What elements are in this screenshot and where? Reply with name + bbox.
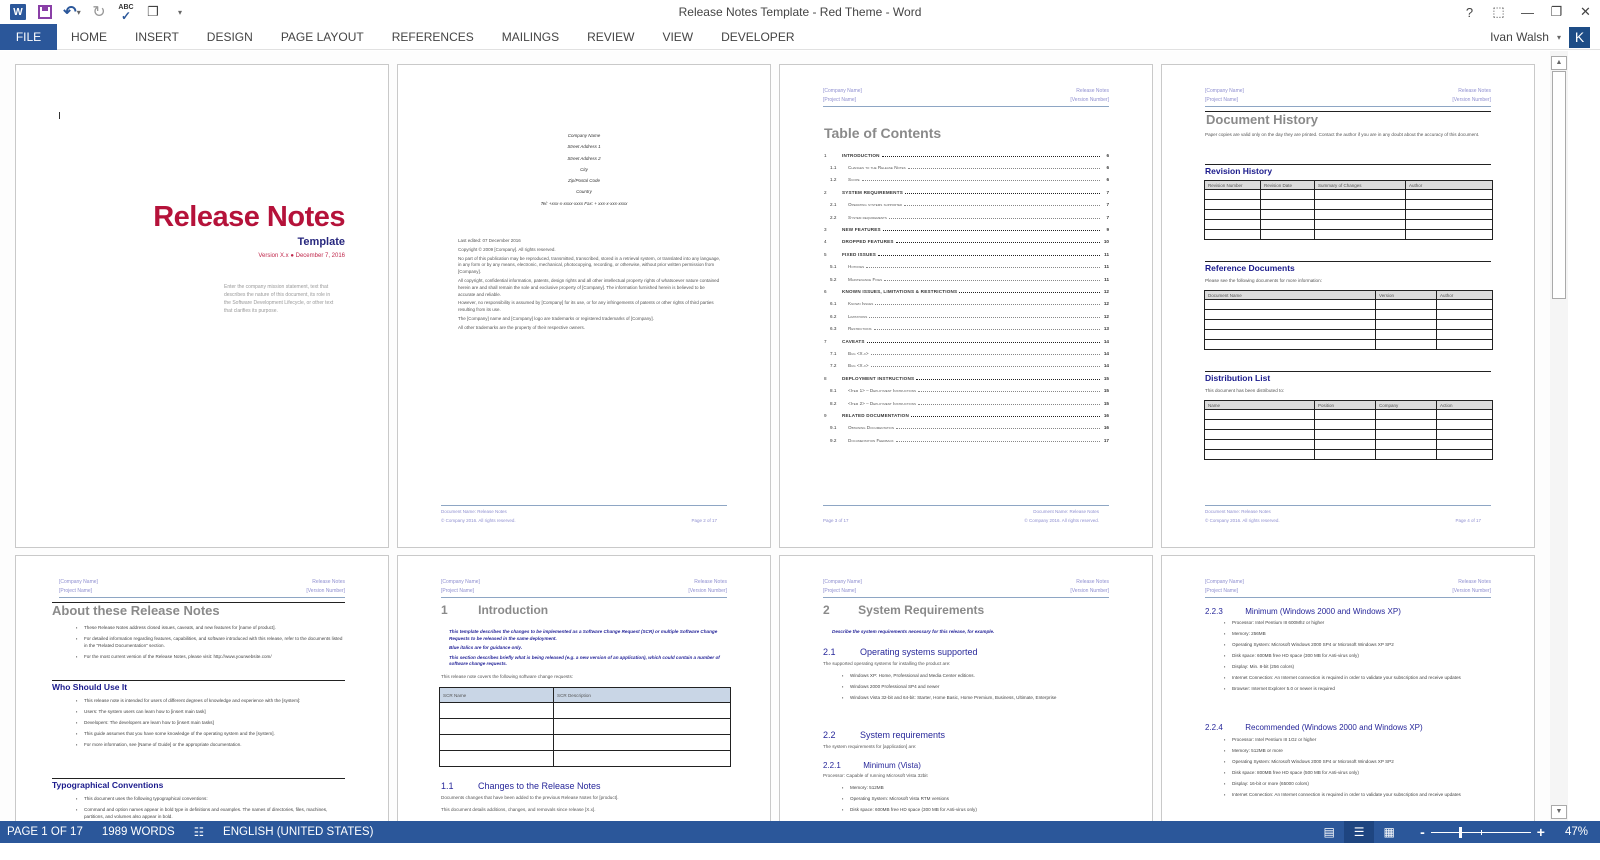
- toc-entry[interactable]: 6.3 Restrictions 13: [830, 326, 1109, 332]
- toc-title: Table of Contents: [824, 125, 942, 141]
- tab-design[interactable]: DESIGN: [206, 29, 253, 44]
- spelling-icon[interactable]: ABC ✓: [118, 3, 134, 23]
- toc-entry[interactable]: 8.2 <Item 2> – Deployment Instructions 15: [830, 400, 1109, 406]
- changes-heading: 1.1 Changes to the Release Notes: [441, 781, 601, 791]
- scrollbar-thumb[interactable]: [1552, 71, 1566, 299]
- divider: [1205, 261, 1491, 262]
- scr-table: SCR Name SCR Description: [439, 687, 731, 767]
- cover-title: Release Notes: [153, 201, 345, 233]
- tab-references[interactable]: REFERENCES: [391, 29, 474, 44]
- toc-entry[interactable]: 2 SYSTEM REQUIREMENTS 7: [824, 189, 1109, 195]
- reference-documents-intro: Please see the following documents for more information:: [1205, 278, 1322, 283]
- toc-entry[interactable]: 7.1 Bug <X.x> 14: [830, 350, 1109, 356]
- touch-mode-icon[interactable]: ❐: [147, 4, 159, 19]
- toc-entry[interactable]: 6 KNOWN ISSUES, LIMITATIONS & RESTRICTIONS 12: [824, 288, 1109, 294]
- toc-entry[interactable]: 3 NEW FEATURES 9: [824, 227, 1109, 233]
- divider: [1205, 164, 1491, 165]
- toc-entry[interactable]: 8.1 <Item 1> – Deployment Instructions 15: [830, 388, 1109, 394]
- vista-bullets: ▪ Memory: 512MB ▪ Operating System: Microsoft Vista RTM versions ▪ Disk space: 600MB free HD space (300 MB for Anti-virus only): [842, 784, 1109, 817]
- toc-entry[interactable]: 5.1 Hotfixes 11: [830, 264, 1109, 270]
- window-controls: [1455, 0, 1600, 24]
- toc-entry[interactable]: 1 INTRODUCTION 6: [824, 152, 1109, 158]
- legal-notice: Last edited: 07 December 2016 Copyright © 2009 [Company]. All rights reserved. No part of this publication may be reproduced, transmitted, transcribed, stored in a retrieval system, or translated into any language, in any form or by any means, electronic, mechanical, photocopying, recording, or otherwise, without prior written permission from [Company]. All copyright, confidential information, patents, design rights and all other intellectual property rights of whatsoever nature contained herein are and shall remain the sole and exclusive property of [Company]. The information furnished herein is believed to be accurate and reliable. However, no responsibility is assumed by [Company] for its use, or for any infringements of patents or other rights of third parties resulting from its use. The [Company] name and [Company] logo are trademarks or registered trademarks of [Company]. All other trademarks are the property of their respective owners.: [458, 238, 721, 330]
- document-history-title: Document History: [1206, 112, 1318, 127]
- page-header: [Company Name] [Project Name] Release Notes [Version Number]: [441, 578, 727, 598]
- tab-review[interactable]: REVIEW: [587, 29, 635, 44]
- tab-insert[interactable]: INSERT: [135, 29, 179, 44]
- page-legal[interactable]: [397, 64, 771, 548]
- language-indicator[interactable]: ENGLISH (UNITED STATES): [223, 826, 374, 838]
- toc-entry[interactable]: 7 CAVEATS 14: [824, 338, 1109, 344]
- page-cover[interactable]: [15, 64, 389, 548]
- revision-history-table: Revision Number Revision Date Summary of Changes Author: [1204, 180, 1493, 240]
- toc-entry[interactable]: 9.1 Obtaining Documentation 16: [830, 425, 1109, 431]
- restore-button[interactable]: ❐: [1550, 4, 1563, 19]
- text-cursor: [59, 112, 60, 119]
- user-account[interactable]: [1490, 24, 1590, 50]
- tab-mailings[interactable]: MAILINGS: [501, 29, 560, 44]
- page-document-history[interactable]: [1161, 64, 1535, 548]
- page-count[interactable]: PAGE 1 OF 17: [7, 826, 83, 838]
- quick-access-toolbar: [0, 0, 195, 24]
- zoom-out-button[interactable]: -: [1420, 824, 1425, 840]
- proofing-icon[interactable]: ☷: [193, 827, 205, 839]
- minimum-xp-heading: 2.2.3 Minimum (Windows 2000 and Windows XP): [1205, 607, 1401, 616]
- customize-qat-icon[interactable]: ▾: [177, 7, 182, 17]
- os-bullets: ▪ Windows XP: Home, Professional and Media Center editions. ▪ Windows 2000 Professional SP4 and newer ▪ Windows Vista 32-bit and 64-bit: Starter, Home Basic, Home Premium, Business, Ultimate, Enterprise: [842, 672, 1109, 705]
- divider: [52, 680, 345, 681]
- typo-bullets: ▪ This document uses the following typographical conventions: ▪ Command and option names appear in bold type in definitions and examples. The names of directories, files, machines, partitions, and volumes also appear in bold.: [76, 795, 345, 821]
- toc-entry[interactable]: 2.1 Operating systems supported 7: [830, 202, 1109, 208]
- page-footer: Document Name: Release Notes Page 3 of 17 © Company 2016. All rights reserved.: [823, 505, 1109, 525]
- toc-entry[interactable]: 6.1 Known Issues 12: [830, 301, 1109, 307]
- page-toc[interactable]: [779, 64, 1153, 548]
- window-title: Release Notes Template - Red Theme - Word: [678, 5, 922, 19]
- read-mode-icon[interactable]: ▤: [1323, 825, 1335, 839]
- toc-entry[interactable]: 5 FIXED ISSUES 11: [824, 251, 1109, 257]
- company-address: Company Name Street Address 1 Street Address 2 City Zip/Postal Code Country Tel: +xxx-x-xxxx-xxxx Fax: + xxx-x-xxx-xxxx: [540, 133, 628, 206]
- minimum-vista-heading: 2.2.1 Minimum (Vista): [823, 761, 921, 770]
- toc-list: [824, 149, 1109, 446]
- tab-view[interactable]: VIEW: [662, 29, 694, 44]
- status-bar: [0, 821, 1600, 843]
- divider: [1205, 371, 1491, 372]
- chevron-down-icon: ▾: [1556, 32, 1561, 42]
- page-about[interactable]: [15, 555, 389, 821]
- tab-home[interactable]: HOME: [71, 29, 107, 44]
- recommended-xp-bullets: ▪ Processor: Intel Pentium III 1Gz or higher ▪ Memory: 512MB or more ▪ Operating System: Microsoft Windows 2000 SP4 or Microsoft Windows XP SP2 ▪ Disk space: 800MB free HD space (500 MB for Anti-virus only) ▪ Display: 16-bit or more (65000 colors) ▪ Internet Connection: An Internet connection is required in order to validate your subscription and receive updates: [1224, 736, 1491, 802]
- about-title: About these Release Notes: [52, 603, 220, 618]
- covers-text: This release note covers the following software change requests:: [441, 674, 574, 679]
- title-bar: [0, 0, 1600, 24]
- word-count[interactable]: 1989 WORDS: [101, 826, 175, 838]
- toc-entry[interactable]: 7.2 Bug <X.x> 14: [830, 363, 1109, 369]
- page-introduction[interactable]: [Company Name] [Project Name] Release Notes [Version Number] 1 Introduction This template describes the changes to be implemented as a Software Change Request (SCR) or multiple Software Change Requests to be released in the same deployment. Blue italics are for guidance only. This section describes briefly what is being released (e.g. a new version of an application), which could contain a number of software change requests. This release note covers the following software change requests: SCR Name SCR Description 1.1 Changes to the Release Notes Documents changes that have been added to the previous Release Notes for [product]. This document details additions, changes, and removals since release [X.x].: [397, 555, 771, 821]
- ribbon-display-options-icon[interactable]: ⬚: [1492, 4, 1505, 19]
- zoom-slider[interactable]: [1420, 824, 1545, 840]
- toc-entry[interactable]: 6.2 Limitations 12: [830, 313, 1109, 319]
- zoom-level[interactable]: 47%: [1564, 826, 1588, 838]
- page-header: [Company Name] [Project Name] Release Notes [Version Number]: [1205, 578, 1491, 598]
- distribution-list-table: Name Position Company Action: [1204, 400, 1493, 460]
- toc-entry[interactable]: 5.2 Maintenance Fixes 11: [830, 276, 1109, 282]
- divider: [52, 778, 345, 779]
- tab-file[interactable]: FILE: [0, 24, 57, 50]
- introduction-heading: 1 Introduction: [441, 603, 549, 617]
- zoom-in-button[interactable]: +: [1536, 824, 1545, 840]
- toc-entry[interactable]: 9 RELATED DOCUMENTATION 16: [824, 412, 1109, 418]
- toc-entry[interactable]: 8 DEPLOYMENT INSTRUCTIONS 15: [824, 375, 1109, 381]
- page-footer: Document Name: Release Notes © Company 2016. All rights reserved. Page 4 of 17: [1205, 505, 1491, 525]
- cover-version: Version X.x ● December 7, 2016: [258, 253, 345, 259]
- print-layout-icon[interactable]: ☰: [1344, 821, 1374, 843]
- vertical-scrollbar[interactable]: [1550, 51, 1568, 821]
- page-header: [Company Name] [Project Name] Release Notes [Version Number]: [59, 578, 345, 598]
- toc-entry[interactable]: 1.2 Scope 6: [830, 177, 1109, 183]
- web-layout-icon[interactable]: ▦: [1383, 825, 1395, 839]
- tab-page-layout[interactable]: PAGE LAYOUT: [280, 29, 364, 44]
- recommended-xp-heading: 2.2.4 Recommended (Windows 2000 and Windows XP): [1205, 723, 1423, 732]
- minimum-xp-bullets: ▪ Processor: Intel Pentium III 600Mhz or higher ▪ Memory: 256MB ▪ Operating System: Microsoft Windows 2000 SP4 or Microsoft Windows XP SP2 ▪ Disk space: 600MB free HD space (300 MB for Anti-virus only) ▪ Display: Min. 8-bit (256 colors) ▪ Internet Connection: An Internet connection is required in order to validate your subscription and receive updates ▪ Browser: Internet Explorer 5.0 or newer is required: [1224, 619, 1491, 696]
- distribution-list-title: Distribution List: [1205, 373, 1271, 383]
- who-should-use-title: Who Should Use It: [52, 682, 128, 692]
- page-header: [Company Name] [Project Name] Release Notes [Version Number]: [823, 578, 1109, 598]
- page-system-requirements-cont[interactable]: [1161, 555, 1535, 821]
- guidance-text: This template describes the changes to be implemented as a Software Change Request (SCR) or multiple Software Change Requests to be released in the same deployment. Blue italics are for guidance only. This section describes briefly what is being released (e.g. a new version of an application), which could contain a number of software change requests.: [449, 629, 720, 666]
- zoom-slider-knob[interactable]: [1459, 827, 1462, 838]
- about-bullets: ▪ These Release Notes address closed issues, caveats, and new features for [name of product]. ▪ For detailed information regarding features, capabilities, and software introduced with this release, refer to the documents listed in the "Related Documentation" section. ▪ For the most current version of the Release Notes, please visit: http://www.yourwebsite.com/: [76, 624, 345, 664]
- distribution-list-intro: This document has been distributed to:: [1205, 388, 1285, 393]
- view-zoom-controls: [1314, 821, 1600, 843]
- page-system-requirements[interactable]: [Company Name] [Project Name] Release Notes [Version Number] 2 System Requirements Describe the system requirements necessary for this release, for example. 2.1 Operating systems supported The supported operating systems for installing the product are: ▪ Windows XP: Home, Professional and Media Center editions. ▪ Windows 2000 Professional SP4 and newer ▪ Windows Vista 32-bit and 64-bit: Starter, Home Basic, Home Premium, Business, Ultimate, Enterprise 2.2 System requirements The system requirements for [application] are: 2.2.1 Minimum (Vista) Processor: Capable of running Microsoft Vista 32bit ▪ Memory: 512MB ▪ Operating System: Microsoft Vista RTM versions ▪ Disk space: 600MB free HD space (300 MB for Anti-virus only): [779, 555, 1153, 821]
- scroll-down-arrow-icon[interactable]: ▼: [1551, 805, 1567, 819]
- reference-documents-table: Document Name Version Author: [1204, 290, 1493, 350]
- scroll-up-arrow-icon[interactable]: ▲: [1551, 56, 1567, 70]
- typographical-conventions-title: Typographical Conventions: [52, 780, 164, 790]
- cover-mission: Enter the company mission statement, text that describes the nature of this document, its role in the Software Development Lifecycle, or other text that clarifies its purpose.: [224, 284, 334, 314]
- page-header: [Company Name] [Project Name] Release Notes [Version Number]: [823, 87, 1109, 107]
- document-canvas[interactable]: [0, 51, 1550, 821]
- toc-entry[interactable]: 1.1 Changes to the Release Notes 6: [830, 165, 1109, 171]
- toc-entry[interactable]: 4 DROPPED FEATURES 10: [824, 239, 1109, 245]
- minimize-button[interactable]: —: [1521, 4, 1534, 20]
- help-button[interactable]: ?: [1465, 4, 1474, 20]
- page-header: [Company Name] [Project Name] Release Notes [Version Number]: [1205, 87, 1491, 107]
- system-requirements-subheading: 2.2 System requirements: [823, 730, 945, 740]
- cover-subtitle: Template: [297, 236, 345, 248]
- toc-entry[interactable]: 2.2 System requirements 7: [830, 214, 1109, 220]
- save-icon[interactable]: [33, 2, 57, 22]
- ribbon-tabs: [0, 24, 1600, 50]
- bottom-strip: [0, 843, 1600, 860]
- word-app-icon[interactable]: W: [6, 2, 30, 22]
- reference-documents-title: Reference Documents: [1205, 263, 1295, 273]
- undo-icon[interactable]: ↶ ▾: [63, 4, 81, 21]
- tab-developer[interactable]: DEVELOPER: [721, 29, 795, 44]
- revision-history-title: Revision History: [1205, 166, 1273, 176]
- system-requirements-heading: 2 System Requirements: [823, 603, 985, 617]
- close-button[interactable]: ✕: [1580, 4, 1591, 19]
- who-bullets: ▪ This release note is intended for users of different degrees of knowledge and experience with the [system]: ▪ Users: The system users can learn how to [insert main task] ▪ Developers: The developers are learn how to [insert main tasks] ▪ This guide assumes that you have some knowledge of the operating system and the [system]. ▪ For more information, see [Name of Guide] or the appropriate documentation.: [76, 697, 345, 752]
- avatar: K: [1569, 27, 1590, 48]
- user-name: Ivan Walsh: [1490, 30, 1549, 44]
- os-supported-heading: 2.1 Operating systems supported: [823, 647, 978, 657]
- document-history-intro: Paper copies are valid only on the day they are printed. Contact the author if you are in any doubt about the accuracy of this document.: [1205, 132, 1480, 137]
- toc-entry[interactable]: 9.2 Documentation Feedback 17: [830, 437, 1109, 443]
- redo-icon[interactable]: ↻: [92, 4, 106, 21]
- page-footer: Document Name: Release Notes © Company 2016. All rights reserved. Page 2 of 17: [441, 505, 727, 525]
